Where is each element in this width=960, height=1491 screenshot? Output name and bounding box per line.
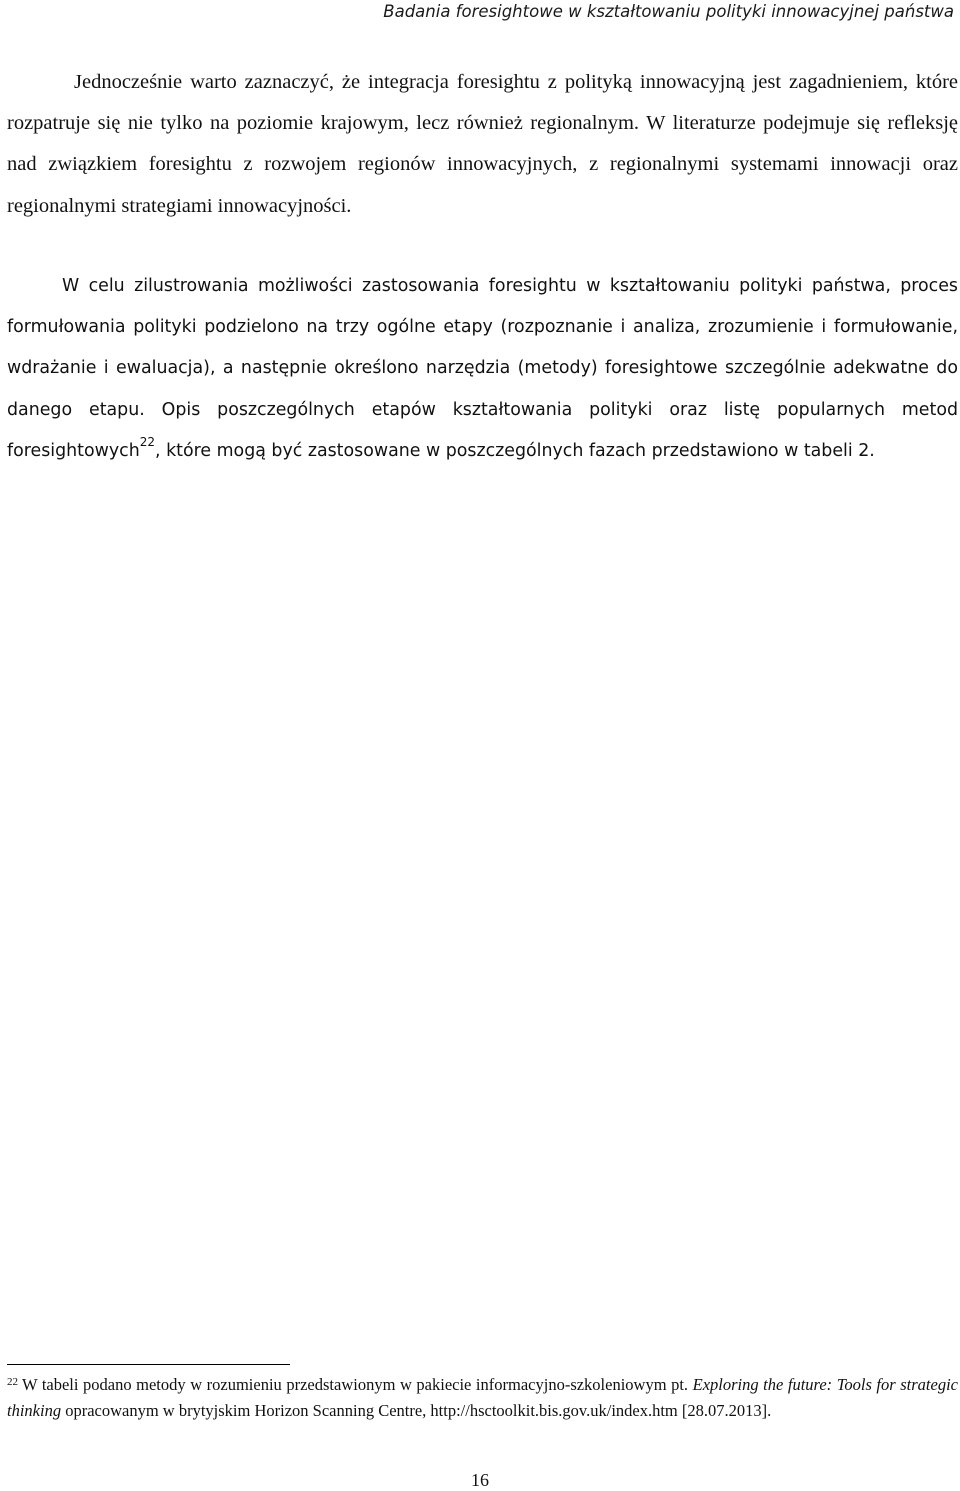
footnote-reference[interactable]: 22: [139, 435, 156, 450]
paragraph-regional-foresight: [7, 62, 958, 227]
footnote-text-continued: opracowanym w brytyjskim Horizon Scanning Centre, http://hsctoolkit.bis.gov.uk/index.htm [28.07.2013].: [65, 1401, 772, 1420]
footnote-22: [7, 1373, 958, 1423]
paragraph-text: W celu zilustrowania możliwości zastosowania foresightu w kształtowaniu polityki państwa, proces formułowania polityki podzielono na trzy ogólne etapy (rozpoznanie i analiza, zrozumienie i formułowanie, wdrażanie i ewaluacja), a następnie określono narzędzia (metody) foresightowe szczególnie adekwatne do danego etapu. Opis poszczególnych etapów kształtowania polityki oraz listę popularnych metod foresightowych: [7, 276, 958, 461]
paragraph-text-continued: , które mogą być zastosowane w poszczególnych fazach przedstawiono w tabeli 2.: [155, 440, 875, 461]
footnote-separator: [7, 1364, 290, 1365]
page-number: 16: [471, 1470, 489, 1490]
running-header: Badania foresightowe w kształtowaniu polityki innowacyjnej państwa: [383, 2, 954, 21]
paragraph-policy-stages: [7, 266, 958, 472]
footnote-number: 22: [7, 1376, 18, 1388]
footnote-text: W tabeli podano metody w rozumieniu przedstawionym w pakiecie informacyjno-szkoleniowym pt.: [22, 1375, 689, 1394]
paragraph-text: Jednocześnie warto zaznaczyć, że integracja foresightu z polityką innowacyjną jest zagadnieniem, które rozpatruje się nie tylko na poziomie krajowym, lecz również regionalnym. W literaturze podejmuje się refleksję nad związkiem foresightu z rozwojem regionów innowacyjnych, z regionalnymi systemami innowacji oraz regionalnymi strategiami innowacyjności.: [7, 71, 958, 217]
footnote-source-title: Exploring the future: Tools for strategic thinking: [7, 1375, 958, 1420]
